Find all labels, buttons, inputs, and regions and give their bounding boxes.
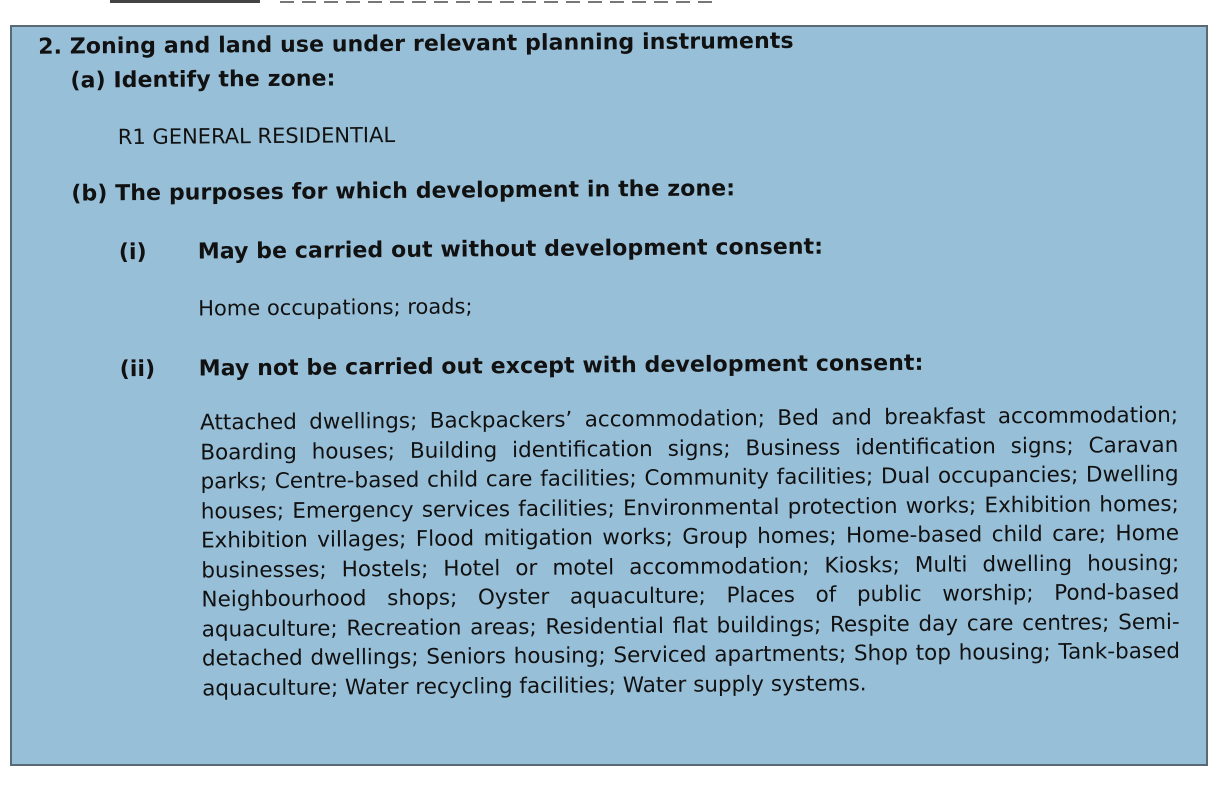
part-b-title: The purposes for which development in the zone: [115,176,736,207]
section-number: 2. [38,34,63,60]
previous-section-fragment [110,0,720,4]
zone-name: R1 GENERAL RESIDENTIAL [117,122,396,150]
item-i-title: May be carried out without development consent: [197,234,824,265]
previous-section-underline [110,0,260,3]
item-i-label: (i) [118,239,147,266]
zoning-section-panel [10,25,1208,766]
part-b-heading [71,176,735,206]
section-heading [38,29,794,60]
item-ii-text: Attached dwellings; Backpackers’ accommodation; Bed and breakfast accommodation; Boarding houses; Building identification signs; Business identification signs; Caravan parks; Centre-based child care facilities; Community facilities; Dual occupancies; Dwelling houses; Emergency services facilities; Environmental protection works; Exhibition homes; Exhibition villages; Flood mitigation works; Group homes; Home-based child care; Home businesses; Hostels; Hotel or motel accommodation; Kiosks; Multi dwelling housing; Neighbourhood shops; Oyster aquaculture; Places of public worship; Pond-based aquaculture; Recreation areas; Residential flat buildings; Respite day care centres; Semi-detached dwellings; Seniors housing; Serviced apartments; Shop top housing; Tank-based aquaculture; Water recycling facilities; Water supply systems. [200,402,1181,702]
part-b-label: (b) [71,181,108,207]
item-i-text: Home occupations; roads; [198,294,473,321]
previous-section-text-fragment [280,1,720,3]
part-a-heading [70,66,335,93]
section-title: Zoning and land use under relevant planning instruments [69,28,794,60]
item-ii-title: May not be carried out except with development consent: [198,350,924,382]
item-ii-label: (ii) [119,356,156,383]
part-a-title: Identify the zone: [113,66,336,94]
zoning-section-content [12,18,1212,764]
part-a-label: (a) [70,68,106,94]
